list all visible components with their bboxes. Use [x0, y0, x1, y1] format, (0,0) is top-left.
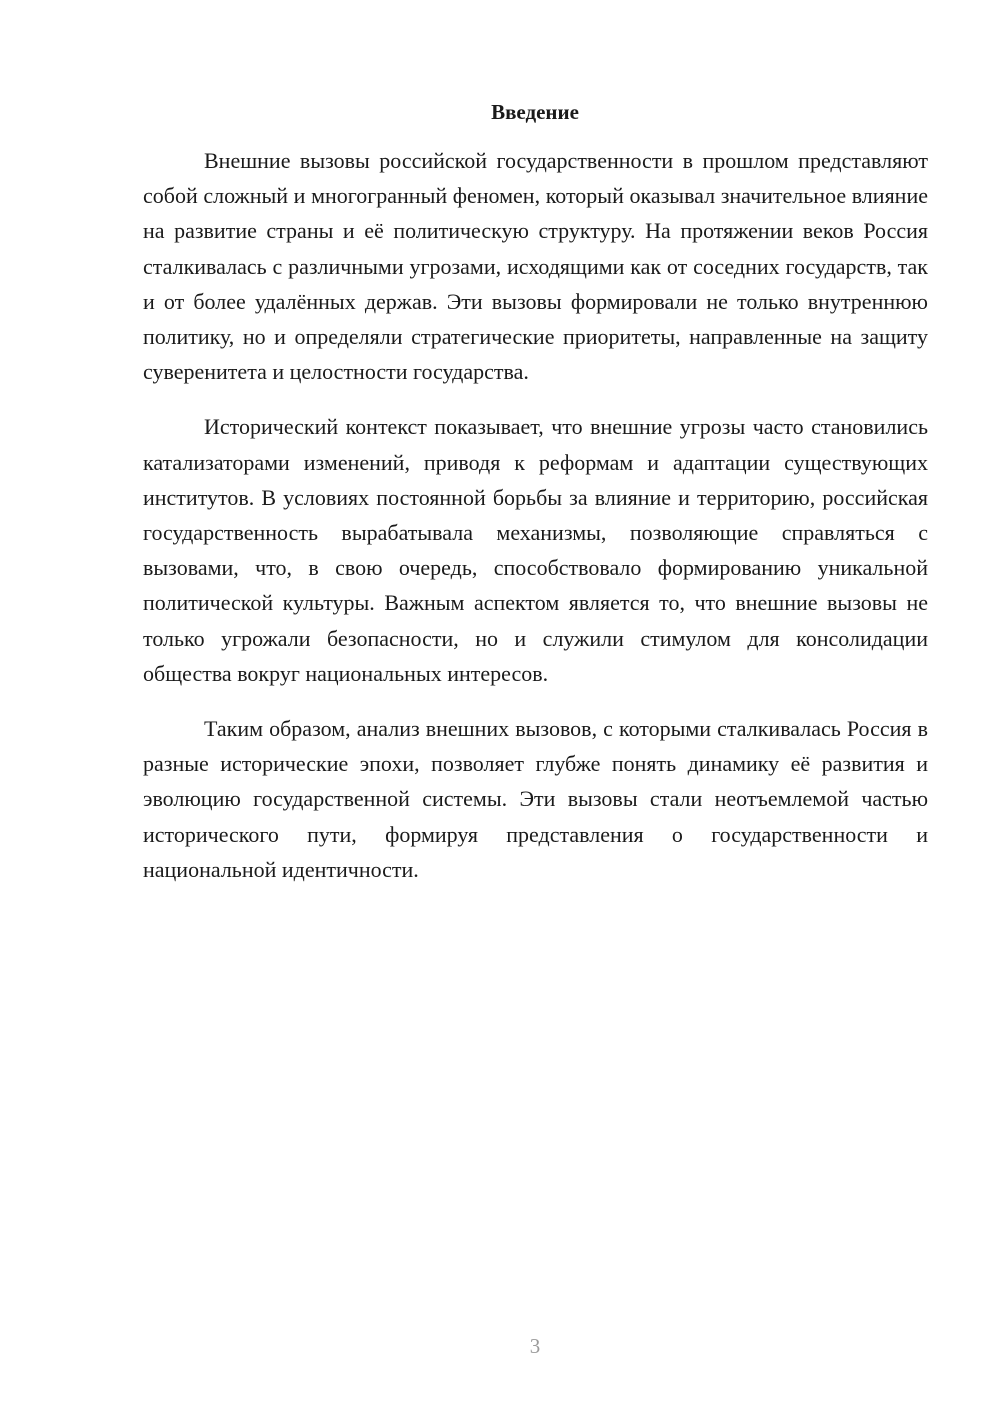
- paragraph-1: Внешние вызовы российской государственности в прошлом представляют собой сложный и многогранный феномен, который оказывал значительное влияние на развитие страны и её политическую структуру. На протяжении веков Россия сталкивалась с различными угрозами, исходящими как от соседних государств, так и от более удалённых держав. Эти вызовы формировали не только внутреннюю политику, но и определяли стратегические приоритеты, направленные на защиту суверенитета и целостности государства.: [143, 148, 928, 385]
- paragraph-3: Таким образом, анализ внешних вызовов, с которыми сталкивалась Россия в разные исторические эпохи, позволяет глубже понять динамику её развития и эволюцию государственной системы. Эти вызовы стали неотъемлемой частью исторического пути, формируя представления о государственности и национальной идентичности.: [143, 716, 928, 882]
- section-heading: Введение: [491, 100, 579, 124]
- paragraph-2: Исторический контекст показывает, что внешние угрозы часто становились катализаторами изменений, приводя к реформам и адаптации существующих институтов. В условиях постоянной борьбы за влияние и территорию, российская государственность вырабатывала механизмы, позволяющие справляться с вызовами, что, в свою очередь, способствовало формированию уникальной политической культуры. Важным аспектом является то, что внешние вызовы не только угрожали безопасности, но и служили стимулом для консолидации общества вокруг национальных интересов.: [143, 414, 928, 686]
- document-body: [143, 143, 928, 887]
- page-number: 3: [529, 1334, 541, 1358]
